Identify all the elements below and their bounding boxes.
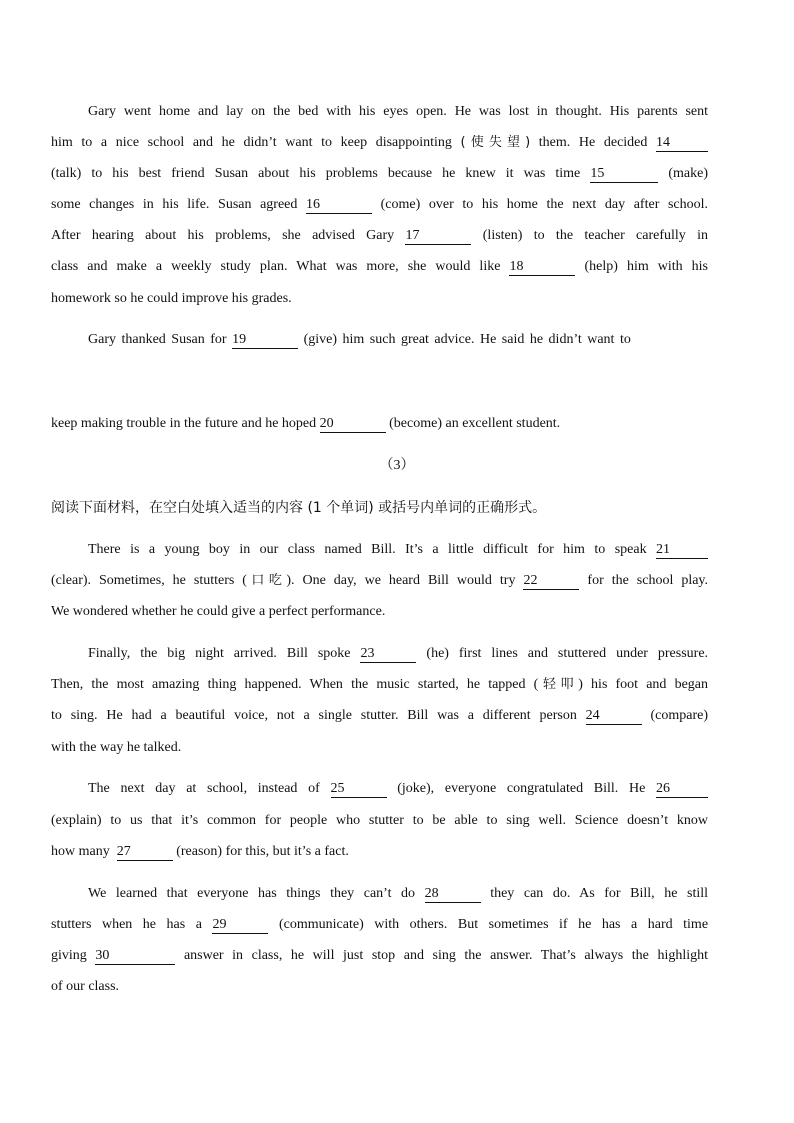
text-line: (talk) to his best friend Susan about his problems because he knew it was time 15 (make) xyxy=(51,166,709,181)
blank-29[interactable]: 29 xyxy=(212,917,268,934)
blank-25[interactable]: 25 xyxy=(331,781,387,798)
text-line: Finally, the big night arrived. Bill spoke 23 (he) first lines and stuttered under pressure. xyxy=(88,646,709,661)
blank-15[interactable]: 15 xyxy=(590,166,658,183)
blank-28[interactable]: 28 xyxy=(425,886,481,903)
text-line: to sing. He had a beautiful voice, not a single stutter. Bill was a different person 24 (compare) xyxy=(51,708,709,723)
text-line: class and make a weekly study plan. What was more, she would like 18 (help) him with his xyxy=(51,259,709,274)
text-line: After hearing about his problems, she advised Gary 17 (listen) to the teacher carefully in xyxy=(51,228,708,243)
blank-19[interactable]: 19 xyxy=(232,332,298,349)
text-line: Then, the most amazing thing happened. When the music started, he tapped (轻叩) his foot and began xyxy=(51,677,708,692)
text-line: Gary thanked Susan for 19 (give) him such great advice. He said he didn’t want to xyxy=(88,332,631,347)
blank-22[interactable]: 22 xyxy=(523,573,579,590)
blank-18[interactable]: 18 xyxy=(509,259,575,276)
text-line: keep making trouble in the future and he hoped 20 (become) an excellent student. xyxy=(51,416,561,431)
text-line: with the way he talked. xyxy=(51,740,182,755)
text-line: Gary went home and lay on the bed with his eyes open. He was lost in thought. His parents sent xyxy=(88,104,708,119)
text-line: There is a young boy in our class named Bill. It’s a little difficult for him to speak 21 xyxy=(88,540,708,560)
text-line: homework so he could improve his grades. xyxy=(51,291,292,306)
blank-30[interactable]: 30 xyxy=(95,948,175,965)
blank-21[interactable]: 21 xyxy=(656,542,708,559)
text-line: of our class. xyxy=(51,979,120,994)
blank-20[interactable]: 20 xyxy=(320,416,386,433)
section-number: （3） xyxy=(379,458,415,473)
text-line: stutters when he has a 29 (communicate) with others. But sometimes if he has a hard time xyxy=(51,917,709,932)
blank-26[interactable]: 26 xyxy=(656,781,708,798)
blank-14[interactable]: 14 xyxy=(656,135,708,152)
text-line: We learned that everyone has things they can’t do 28 they can do. As for Bill, he still xyxy=(88,886,709,901)
text-line: (explain) to us that it’s common for people who stutter to be able to sing well. Science doesn’t know xyxy=(51,813,708,828)
text-line: how many 27 (reason) for this, but it’s a fact. xyxy=(51,844,349,859)
section-instruction: 阅读下面材料，在空白处填入适当的内容 (1 个单词) 或括号内单词的正确形式。 xyxy=(51,500,547,516)
blank-16[interactable]: 16 xyxy=(306,197,372,214)
blank-17[interactable]: 17 xyxy=(405,228,471,245)
text-line: The next day at school, instead of 25 (joke), everyone congratulated Bill. He 26 xyxy=(88,779,708,799)
blank-27[interactable]: 27 xyxy=(117,844,173,861)
text-line: him to a nice school and he didn’t want to keep disappointing (使失望) them. He decided 14 xyxy=(51,133,708,153)
text-line: We wondered whether he could give a perfect performance. xyxy=(51,604,386,619)
text-line: (clear). Sometimes, he stutters (口吃). One day, we heard Bill would try 22 for the school play. xyxy=(51,573,709,588)
blank-24[interactable]: 24 xyxy=(586,708,642,725)
text-line: some changes in his life. Susan agreed 16 (come) over to his home the next day after school. xyxy=(51,197,709,212)
blank-23[interactable]: 23 xyxy=(360,646,416,663)
text-line: giving 30 answer in class, he will just stop and sing the answer. That’s always the highlight xyxy=(51,948,709,963)
